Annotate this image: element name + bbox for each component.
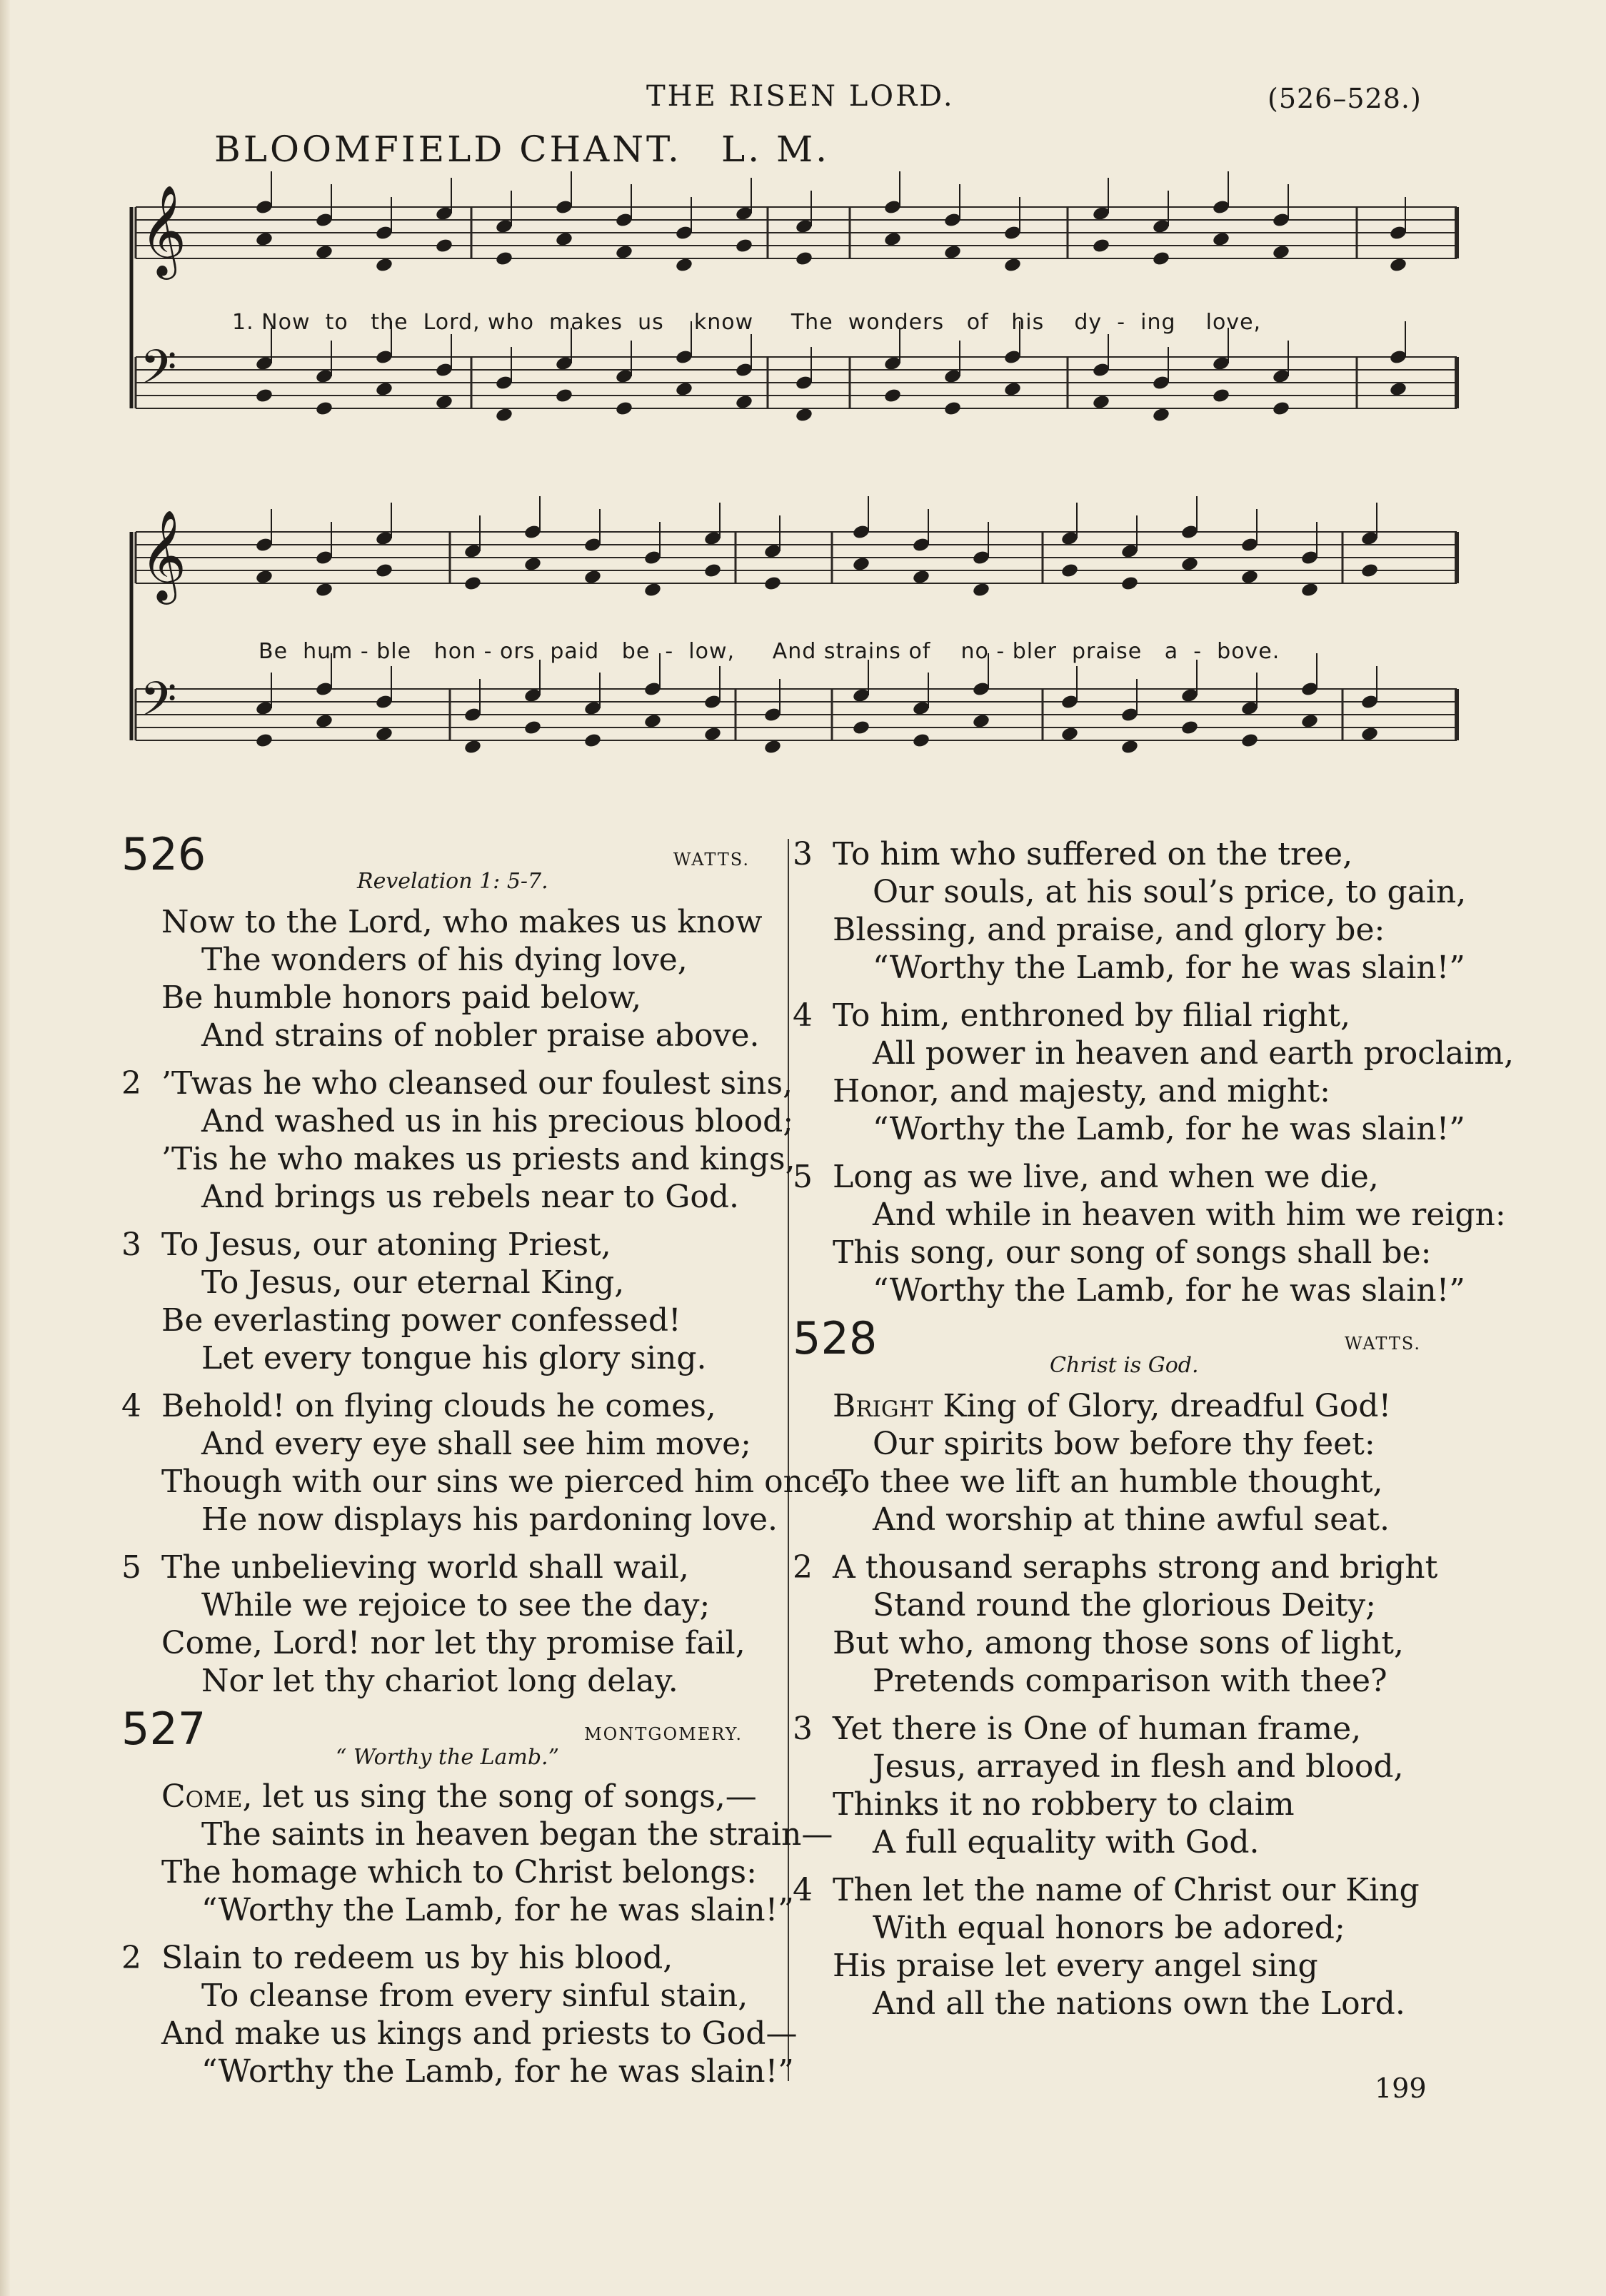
stanza [793, 835, 1467, 987]
stanza [793, 1549, 1457, 1700]
note-head [523, 720, 542, 736]
verse-line: Now to the Lord, who makes us know [161, 904, 763, 940]
stanza [121, 1064, 796, 1216]
note-head [1060, 726, 1079, 742]
note-head [1389, 257, 1407, 273]
note-head [555, 388, 573, 404]
verse-line: To Jesus, our atoning Priest, [161, 1227, 611, 1263]
verse-line: The unbelieving world shall wail, [161, 1549, 689, 1586]
note-head [1092, 238, 1110, 254]
verse-line: And strains of nobler praise above. [201, 1017, 760, 1054]
note-head [463, 575, 482, 592]
note-head [375, 257, 393, 273]
hymn-author: WATTS. [1344, 1334, 1421, 1354]
verse-line: To Jesus, our eternal King, [201, 1264, 625, 1301]
note-head [852, 556, 870, 573]
note-head [555, 231, 573, 248]
stanza [121, 1226, 786, 1377]
note-head [883, 388, 902, 404]
verse-line: Our spirits bow before thy feet: [873, 1426, 1375, 1462]
verse-line [793, 1387, 1457, 1425]
verse-line: The homage which to Christ belongs: [161, 1854, 757, 1890]
verse-line: Let every tongue his glory sing. [201, 1340, 707, 1376]
hymn-text [793, 1387, 1457, 2023]
verse-line: Yet there is One of human frame, [833, 1711, 1362, 1747]
hymn-author: MONTGOMERY. [584, 1724, 743, 1744]
hymn-range: (526–528.) [1268, 83, 1422, 114]
note-head [883, 231, 902, 248]
note-head [1212, 388, 1230, 404]
stanza [121, 903, 786, 1054]
stanza-number: 2 [121, 1940, 141, 1976]
note-head [583, 732, 602, 749]
stanza [793, 1871, 1457, 2023]
verse-line: And worship at thine awful seat. [873, 1501, 1390, 1538]
hymn-header [121, 828, 786, 903]
verse-line: And washed us in his precious blood; [201, 1103, 794, 1139]
verse-line: Though with our sins we pierced him once, [161, 1464, 850, 1500]
verse-line: His praise let every angel sing [833, 1948, 1318, 1984]
note-head [1152, 407, 1170, 423]
note-head [255, 231, 273, 248]
note-head [523, 556, 542, 573]
verse-line: “Worthy the Lamb, for he was slain!” [201, 2053, 794, 2090]
stanza-number: 4 [121, 1388, 141, 1424]
verse-line: To him who suffered on the tree, [833, 836, 1353, 872]
stanza [793, 997, 1514, 1148]
verse-line: But who, among those sons of light, [833, 1625, 1404, 1661]
note-head [615, 401, 633, 417]
hymn-header [793, 1312, 1457, 1387]
stanza-number: 2 [793, 1549, 813, 1586]
verse-line-rest: , let us sing the song of songs,— [242, 1778, 757, 1815]
verse-line: To him, enthroned by filial right, [833, 997, 1351, 1034]
note-head [703, 726, 722, 742]
note-head [1003, 381, 1022, 398]
running-title: THE RISEN LORD. [646, 80, 955, 113]
note-head [315, 713, 333, 730]
note-head [1360, 726, 1379, 742]
verse-line: Stand round the glorious Deity; [873, 1587, 1376, 1623]
stanza-number: 2 [121, 1065, 141, 1102]
note-head [495, 407, 513, 423]
hymn-subtitle: “ Worthy the Lamb.” [336, 1745, 559, 1770]
note-head [1300, 582, 1319, 598]
note-head [1360, 563, 1379, 579]
verse-line: Be humble honors paid below, [161, 980, 642, 1016]
verse-line: The wonders of his dying love, [201, 942, 688, 978]
hymn-text-continued [793, 835, 1514, 1309]
note-head [375, 381, 393, 398]
note-head [972, 713, 990, 730]
treble-clef: 𝄞 [140, 184, 187, 276]
bass-clef: 𝄢 [140, 672, 177, 738]
note-head [763, 739, 782, 755]
note-head [1060, 563, 1079, 579]
stanza-number: 5 [121, 1549, 141, 1586]
note-head [315, 401, 333, 417]
note-head [703, 563, 722, 579]
note-head [795, 251, 813, 267]
note-head [435, 238, 453, 254]
hymn-number: 527 [121, 1703, 206, 1755]
verse-line: A thousand seraphs strong and bright [833, 1549, 1438, 1586]
note-head [1212, 231, 1230, 248]
stanza-number: 3 [793, 836, 813, 872]
verse-line: While we rejoice to see the day; [201, 1587, 711, 1623]
hymn-header [121, 1703, 786, 1778]
hymn-527 [121, 1703, 833, 2090]
verse-line: The saints in heaven began the strain— [201, 1816, 833, 1853]
stanza [793, 1387, 1457, 1539]
verse-line: “Worthy the Lamb, for he was slain!” [873, 1272, 1465, 1309]
stanza [793, 1158, 1506, 1309]
hymn-text [121, 1778, 833, 2090]
verse-line: To cleanse from every sinful stain, [201, 1978, 748, 2014]
note-head [1180, 720, 1199, 736]
bass-clef: 𝄢 [140, 340, 177, 406]
verse-line: And all the nations own the Lord. [873, 1985, 1405, 2022]
music-lyrics-line-1: 1. Now to the Lord, who makes us know The wonders of his dy - ing love, [232, 310, 1262, 335]
verse-line: “Worthy the Lamb, for he was slain!” [873, 950, 1465, 986]
stanza [121, 1939, 798, 2090]
note-head [795, 407, 813, 423]
hymn-number: 526 [121, 828, 206, 880]
music-score [0, 0, 1606, 807]
clefs [140, 184, 186, 738]
verse-line: Blessing, and praise, and glory be: [833, 912, 1385, 948]
note-head [615, 244, 633, 261]
first-word: Bright [833, 1388, 933, 1424]
verse-line: He now displays his pardoning love. [201, 1501, 778, 1538]
verse-line: Long as we live, and when we die, [833, 1159, 1379, 1195]
hymn-author: WATTS. [673, 850, 750, 870]
verse-line: With equal honors be adored; [873, 1910, 1345, 1946]
note-head [255, 569, 273, 585]
verse-line: Our souls, at his soul’s price, to gain, [873, 874, 1467, 910]
first-word: Come [161, 1778, 243, 1815]
verse-line: And while in heaven with him we reign: [873, 1197, 1506, 1233]
verse-line: ’Twas he who cleansed our foulest sins, [161, 1065, 793, 1102]
verse-line: Be everlasting power confessed! [161, 1302, 681, 1339]
note-head [943, 244, 962, 261]
stanza [121, 1549, 786, 1700]
page-number: 199 [1375, 2073, 1427, 2104]
scripture-reference: Revelation 1: 5-7. [357, 869, 548, 894]
note-head [675, 257, 693, 273]
note-head [435, 394, 453, 411]
hymn-subtitle: Christ is God. [1050, 1353, 1199, 1378]
note-head [763, 575, 782, 592]
stanza-number: 5 [793, 1159, 813, 1195]
treble-clef: 𝄞 [140, 509, 187, 600]
note-head [315, 582, 333, 598]
note-head [735, 394, 753, 411]
note-head [495, 251, 513, 267]
verse-line: Pretends comparison with thee? [873, 1663, 1387, 1699]
note-head [943, 401, 962, 417]
note-head [912, 569, 930, 585]
stanza-number: 4 [793, 1872, 813, 1908]
note-head [852, 720, 870, 736]
verse-line: Come, Lord! nor let thy promise fail, [161, 1625, 746, 1661]
verse-line: “Worthy the Lamb, for he was slain!” [201, 1892, 794, 1928]
note-head [255, 388, 273, 404]
verse-line: All power in heaven and earth proclaim, [873, 1035, 1514, 1072]
note-head [1272, 401, 1290, 417]
note-head [315, 244, 333, 261]
verse-line: And every eye shall see him move; [201, 1426, 751, 1462]
verse-line: A full equality with God. [873, 1824, 1260, 1861]
stanza-number: 3 [121, 1227, 141, 1263]
note-head [255, 732, 273, 749]
note-head [1120, 739, 1139, 755]
tune-name: BLOOMFIELD CHANT. [214, 129, 682, 170]
verse-line-rest: King of Glory, dreadful God! [933, 1388, 1392, 1424]
note-head [1240, 732, 1259, 749]
note-head [1092, 394, 1110, 411]
stanza [121, 1387, 850, 1539]
note-head [463, 739, 482, 755]
verse-line: This song, our song of songs shall be: [833, 1234, 1432, 1271]
tune-meter: L. M. [721, 129, 830, 170]
note-head [375, 726, 393, 742]
note-head [1180, 556, 1199, 573]
note-head [583, 569, 602, 585]
verse-line: Slain to redeem us by his blood, [161, 1940, 673, 1976]
verse-line: Behold! on flying clouds he comes, [161, 1388, 716, 1424]
verse-line: Honor, and majesty, and might: [833, 1073, 1330, 1109]
note-head [1389, 381, 1407, 398]
stanza [793, 1710, 1457, 1861]
stanza-number: 4 [793, 997, 813, 1034]
note-head [1003, 257, 1022, 273]
verse-line: ’Tis he who makes us priests and kings, [161, 1141, 796, 1177]
note-head [643, 582, 662, 598]
note-head [1120, 575, 1139, 592]
verse-line: “Worthy the Lamb, for he was slain!” [873, 1111, 1465, 1147]
note-head [675, 381, 693, 398]
note-head [1152, 251, 1170, 267]
note-head [735, 238, 753, 254]
verse-line: Thinks it no robbery to claim [833, 1786, 1295, 1823]
verse-line [121, 1778, 786, 1816]
right-column [793, 835, 1514, 2033]
hymn-528 [793, 1312, 1457, 2023]
music-lyrics-line-2: Be hum - ble hon - ors paid be - low, And strains of no - bler praise a - bove. [259, 639, 1280, 664]
verse-line: Jesus, arrayed in flesh and blood, [873, 1748, 1404, 1785]
verse-line: And make us kings and priests to God— [161, 2015, 798, 2052]
note-head [1300, 713, 1319, 730]
hymn-number: 528 [793, 1312, 878, 1364]
verse-line: Nor let thy chariot long delay. [201, 1663, 678, 1699]
verse-line: Then let the name of Christ our King [833, 1872, 1420, 1908]
note-head [972, 582, 990, 598]
note-head [1240, 569, 1259, 585]
note-head [1272, 244, 1290, 261]
stanza [121, 1778, 833, 1929]
verse-line: And brings us rebels near to God. [201, 1179, 740, 1215]
verse-line: To thee we lift an humble thought, [833, 1464, 1383, 1500]
stanza-number: 3 [793, 1711, 813, 1747]
note-head [912, 732, 930, 749]
note-head [375, 563, 393, 579]
note-head [643, 713, 662, 730]
